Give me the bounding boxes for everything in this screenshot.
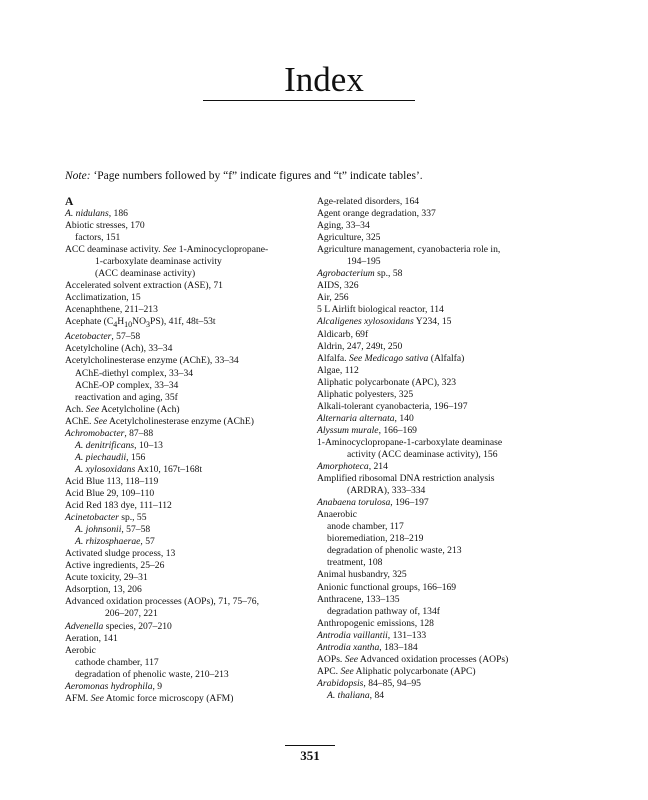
entry-text: , 57–58 [111, 331, 141, 343]
entry-text: Adsorption, 13, 206 [65, 584, 142, 596]
index-subentry [65, 536, 327, 548]
index-entry [65, 681, 327, 693]
entry-text: Aeration, 141 [65, 632, 118, 644]
index-subentry [65, 256, 327, 268]
index-entry [317, 208, 592, 220]
entry-text: 3 [146, 320, 151, 330]
index-entry [317, 582, 592, 594]
entry-text: bioremediation, 218–219 [327, 533, 424, 545]
entry-text: See [93, 415, 108, 427]
page-number: 351 [300, 748, 320, 763]
index-entry [65, 244, 327, 256]
index-subentry [65, 464, 327, 476]
entry-text: Anaerobic [317, 509, 357, 521]
entry-text: Alkali-tolerant cyanobacteria, 196–197 [317, 400, 468, 412]
entry-text: A. rhizosphaerae [75, 536, 141, 548]
index-entry [317, 389, 592, 401]
entry-text: , 166–169 [378, 424, 417, 436]
entry-text: , 57 [140, 536, 155, 548]
index-subentry [317, 545, 592, 557]
index-entry [65, 584, 327, 596]
entry-text: , 84 [369, 689, 385, 701]
index-entry [317, 232, 592, 244]
entry-text: Aliphatic polycarbonate (APC) [353, 665, 476, 677]
entry-text: , 57–58 [121, 524, 151, 536]
entry-text: Acetylcholinesterase enzyme (AChE) [107, 415, 254, 427]
index-entry [65, 500, 327, 512]
entry-text: A. xylosoxidans [75, 463, 136, 475]
index-entry [317, 425, 592, 437]
entry-text: Agriculture, 325 [317, 232, 381, 244]
entry-text: 1-Aminocyclopropane- [176, 244, 269, 256]
index-column-left [65, 196, 327, 705]
entry-text: Acid Red 183 dye, 111–112 [65, 500, 172, 512]
entry-text: Animal husbandry, 325 [317, 569, 407, 581]
entry-text: 206–207, 221 [105, 608, 158, 620]
index-subentry [317, 485, 592, 497]
index-entry [317, 497, 592, 509]
entry-text: Antrodia vaillantii [317, 629, 388, 641]
index-entry [317, 365, 592, 377]
entry-text: A. nidulans [65, 208, 109, 219]
index-entry [65, 488, 327, 500]
index-entry [65, 343, 327, 355]
index-entry [65, 355, 327, 367]
index-entry [317, 304, 592, 316]
index-entry [317, 316, 592, 328]
index-entry [317, 329, 592, 341]
index-entry [65, 645, 327, 657]
index-subentry [317, 690, 592, 702]
index-entry [317, 569, 592, 581]
entry-text: , 214 [368, 461, 388, 473]
entry-text: Advanced oxidation processes (AOPs), 71, 75–76, [65, 596, 259, 608]
entry-text: , 131–133 [387, 629, 427, 641]
entry-text: 4 [113, 320, 118, 330]
entry-text: Ax10, 167t–168t [135, 463, 203, 475]
entry-text: , 10–13 [134, 439, 163, 451]
index-entry [65, 621, 327, 633]
index-subentry [65, 452, 327, 464]
entry-text: degradation pathway of, 134f [327, 605, 440, 617]
entry-text: H [117, 316, 125, 328]
entry-text: species, 207–210 [103, 620, 172, 632]
index-entry [317, 292, 592, 304]
index-subentry [317, 521, 592, 533]
index-entry [65, 331, 327, 343]
entry-text: 1-Aminocyclopropane-1-carboxylate deaminase [317, 436, 503, 448]
entry-text: Aeromonas hydrophila [65, 680, 153, 692]
index-entry [317, 594, 592, 606]
page-title: Index [284, 60, 364, 99]
entry-text: sp., 58 [374, 268, 403, 280]
entry-text: activity (ACC deaminase activity), 156 [347, 448, 498, 460]
entry-text: , 183–184 [379, 641, 418, 653]
entry-text: See Medicago sativa [348, 352, 429, 364]
index-entry [65, 304, 327, 316]
entry-text: Acetylcholinesterase enzyme (AChE), 33–34 [65, 355, 239, 367]
entry-text: NO [132, 316, 147, 328]
index-entry [317, 377, 592, 389]
entry-text: Ach. [65, 403, 86, 415]
index-letter-heading [65, 196, 327, 208]
entry-text: anode chamber, 117 [327, 521, 404, 533]
index-entry [317, 401, 592, 413]
entry-text: Aliphatic polyesters, 325 [317, 388, 414, 400]
index-entry [65, 476, 327, 488]
entry-text: A. thaliana [327, 689, 370, 701]
entry-text: (Alfalfa) [428, 352, 465, 364]
index-entry [317, 666, 592, 678]
note-label: Note: [65, 170, 91, 182]
index-subentry [317, 606, 592, 618]
entry-text: AOPs. [317, 653, 345, 665]
index-entry [65, 633, 327, 645]
index-entry [317, 268, 592, 280]
entry-text: , 156 [126, 451, 146, 463]
index-entry [317, 473, 592, 485]
entry-text: degradation of phenolic waste, 210–213 [75, 668, 229, 680]
entry-text: , 9 [152, 680, 163, 692]
entry-text: , 84–85, 94–95 [363, 677, 421, 689]
index-subentry [65, 669, 327, 681]
entry-text: Anthracene, 133–135 [317, 593, 400, 605]
entry-text: Acinetobacter [65, 512, 119, 524]
index-entry [65, 316, 327, 331]
entry-text: ACC deaminase activity. [65, 244, 163, 256]
index-entry [65, 208, 327, 220]
entry-text: 1-carboxylate deaminase activity [95, 256, 222, 268]
index-subentry [65, 608, 327, 620]
entry-text: Arabidopsis [317, 677, 364, 689]
entry-text: Amplified ribosomal DNA restriction analysis [317, 473, 495, 485]
entry-text: Algae, 112 [317, 364, 359, 376]
entry-text: APC. [317, 665, 341, 677]
entry-text: See [344, 653, 359, 665]
entry-text: Acetobacter [65, 331, 112, 343]
index-entry [317, 196, 592, 208]
entry-text: PS), 41f, 48t–53t [150, 316, 216, 328]
index-entry [317, 220, 592, 232]
entry-text: reactivation and aging, 35f [75, 391, 178, 403]
index-subentry [65, 440, 327, 452]
index-entry [317, 244, 592, 256]
entry-text: 194–195 [347, 256, 381, 268]
index-entry [317, 642, 592, 654]
entry-text: AChE-OP complex, 33–34 [75, 379, 179, 391]
entry-text: Achromobacter [65, 427, 125, 439]
index-entry [65, 220, 327, 232]
entry-text: 10 [124, 320, 133, 330]
entry-text: Air, 256 [317, 292, 349, 304]
entry-text: , 196–197 [390, 497, 429, 509]
entry-text: Agriculture management, cyanobacteria role in, [317, 244, 501, 256]
entry-text: , 87–88 [124, 427, 154, 439]
index-entry [317, 509, 592, 521]
entry-text: degradation of phenolic waste, 213 [327, 545, 462, 557]
entry-text: A. piechaudii [75, 451, 127, 463]
entry-text: (ACC deaminase activity) [95, 268, 196, 280]
entry-text: A [65, 196, 74, 208]
index-entry [65, 548, 327, 560]
entry-text: Acute toxicity, 29–31 [65, 572, 148, 584]
entry-text: Alfalfa. [317, 352, 349, 364]
entry-text: , 140 [394, 412, 414, 424]
index-entry [317, 461, 592, 473]
index-entry [65, 693, 327, 705]
entry-text: A. denitrificans [75, 439, 135, 451]
entry-text: Aldicarb, 69f [317, 328, 369, 340]
entry-text: Anabaena torulosa [317, 497, 391, 509]
entry-text: AFM. [65, 692, 91, 704]
entry-text: Aliphatic polycarbonate (APC), 323 [317, 376, 457, 388]
index-entry [65, 512, 327, 524]
index-subentry [65, 268, 327, 280]
entry-text: Aerobic [65, 644, 96, 656]
entry-text: Activated sludge process, 13 [65, 548, 176, 560]
entry-text: Advanced oxidation processes (AOPs) [358, 653, 509, 665]
index-entry [65, 416, 327, 428]
index-entry [65, 404, 327, 416]
entry-text: Age-related disorders, 164 [317, 196, 420, 207]
entry-text: Active ingredients, 25–26 [65, 560, 165, 572]
entry-text: Acenaphthene, 211–213 [65, 304, 158, 316]
entry-text: Alternaria alternata [317, 412, 395, 424]
entry-text: , 186 [108, 208, 128, 219]
index-entry [317, 678, 592, 690]
entry-text: Acetylcholine (Ach), 33–34 [65, 343, 173, 355]
entry-text: AIDS, 326 [317, 280, 359, 292]
entry-text: Alcaligenes xylosoxidans [317, 316, 414, 328]
entry-text: See [162, 244, 177, 256]
index-entry [317, 654, 592, 666]
entry-text: Antrodia xantha [317, 641, 380, 653]
entry-text: Acid Blue 29, 109–110 [65, 487, 155, 499]
index-subentry [65, 524, 327, 536]
entry-text: Acetylcholine (Ach) [99, 403, 180, 415]
index-entry [317, 437, 592, 449]
entry-text: Agrobacterium [317, 268, 375, 280]
index-note [65, 169, 605, 183]
entry-text: Anthropogenic emissions, 128 [317, 617, 434, 629]
index-entry [65, 280, 327, 292]
index-entry [317, 413, 592, 425]
note-text: ‘Page numbers followed by “f” indicate figures and “t” indicate tables’. [90, 170, 423, 182]
entry-text: sp., 55 [118, 512, 147, 524]
index-subentry [317, 533, 592, 545]
index-entry [65, 428, 327, 440]
entry-text: Accelerated solvent extraction (ASE), 71 [65, 280, 223, 292]
entry-text: Acclimatization, 15 [65, 292, 141, 304]
index-subentry [65, 380, 327, 392]
index-entry [317, 630, 592, 642]
entry-text: See [90, 692, 104, 704]
entry-text: See [85, 403, 100, 415]
entry-text: Amorphoteca [317, 461, 369, 473]
index-entry [65, 560, 327, 572]
index-entry [317, 280, 592, 292]
index-subentry [317, 557, 592, 569]
footer-rule [285, 745, 335, 746]
entry-text: Anionic functional groups, 166–169 [317, 581, 457, 593]
entry-text: Abiotic stresses, 170 [65, 220, 145, 232]
entry-text: 5 L Airlift biological reactor, 114 [317, 304, 444, 316]
entry-text: Atomic force microscopy (AFM) [103, 692, 234, 704]
title-rule [203, 100, 415, 101]
index-entry [317, 618, 592, 630]
entry-text: A. johnsonii [75, 524, 122, 536]
entry-text: AChE-diethyl complex, 33–34 [75, 367, 194, 379]
entry-text: Aldrin, 247, 249t, 250 [317, 340, 403, 352]
entry-text: See [340, 665, 354, 677]
entry-text: Advenella [65, 620, 104, 632]
entry-text: (ARDRA), 333–334 [347, 485, 426, 497]
index-subentry [65, 232, 327, 244]
entry-text: Aging, 33–34 [317, 220, 370, 232]
entry-text: cathode chamber, 117 [75, 656, 159, 668]
entry-text: Agent orange degradation, 337 [317, 208, 436, 220]
index-subentry [65, 657, 327, 669]
index-subentry [65, 368, 327, 380]
entry-text: AChE. [65, 415, 94, 427]
entry-text: Y234, 15 [413, 316, 452, 328]
entry-text: factors, 151 [75, 232, 121, 244]
index-entry [317, 353, 592, 365]
entry-text: Alyssum murale [317, 424, 379, 436]
entry-text: Acid Blue 113, 118–119 [65, 475, 159, 487]
index-entry [65, 572, 327, 584]
entry-text: treatment, 108 [327, 557, 383, 569]
index-entry [65, 596, 327, 608]
index-subentry [317, 449, 592, 461]
index-entry [317, 341, 592, 353]
index-entry [65, 292, 327, 304]
index-column-right [317, 196, 592, 702]
index-subentry [65, 392, 327, 404]
entry-text: Acephate (C [65, 316, 114, 328]
index-subentry [317, 256, 592, 268]
